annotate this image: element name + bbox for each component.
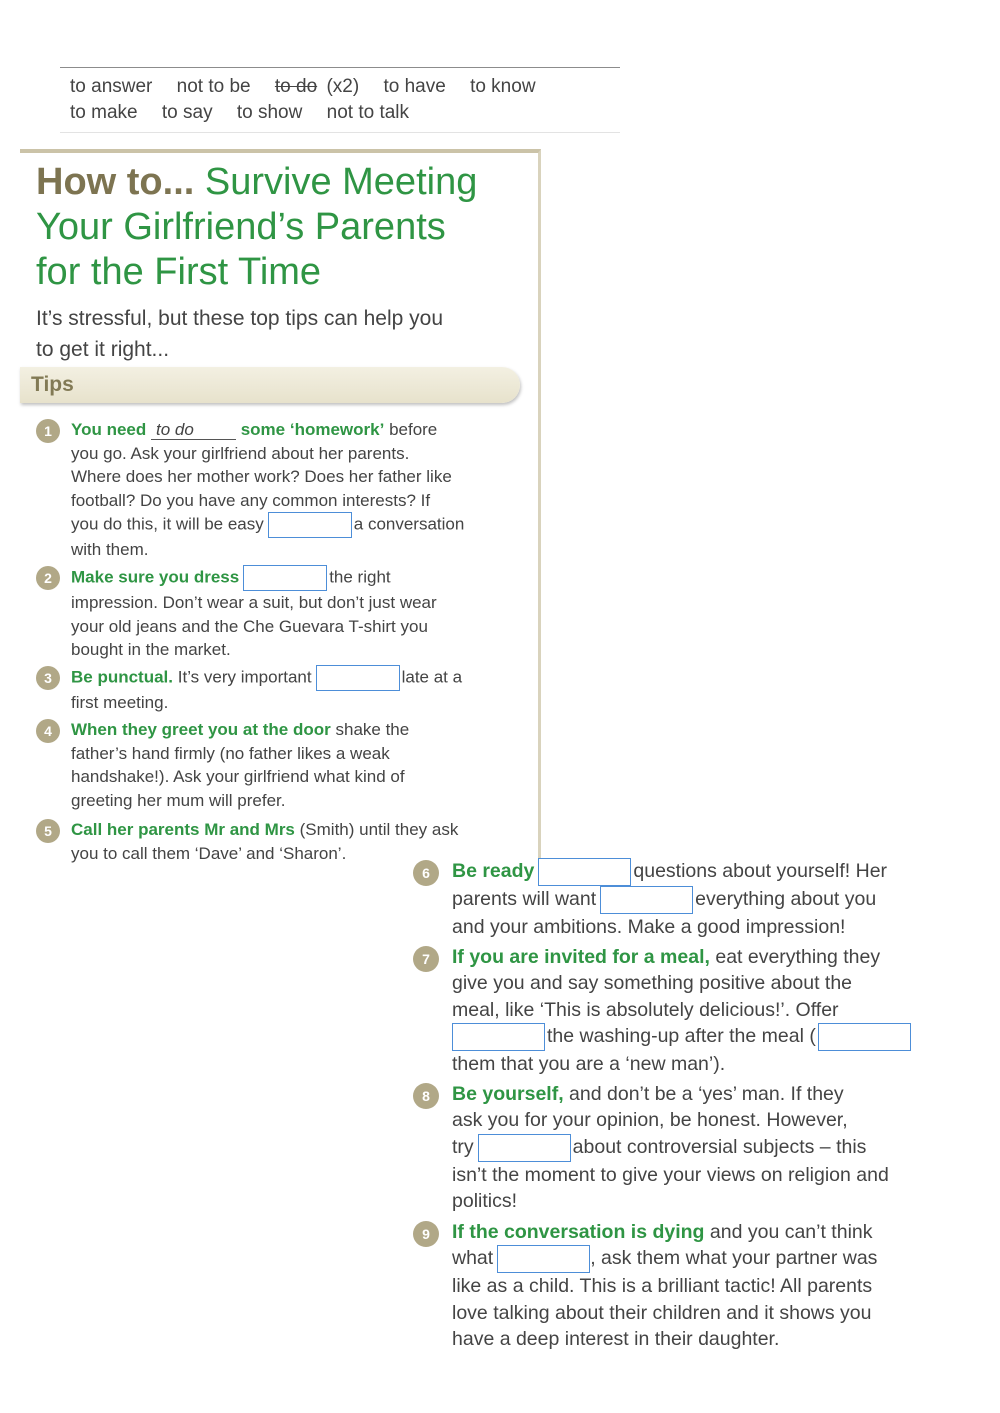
tip-lead-continued: some ‘homework’ — [240, 420, 385, 439]
tip-text: your old jeans and the Che Guevara T-shirt you — [71, 616, 428, 636]
tip-lead: When they greet you at the door — [71, 720, 331, 739]
tip-text: isn’t the moment to give your views on religion and — [452, 1163, 889, 1186]
answer-blank-2[interactable] — [243, 565, 327, 591]
tip-text: a conversation — [353, 514, 465, 534]
tip-lead: Be ready — [452, 860, 535, 883]
tip-text: parents will want — [452, 888, 597, 911]
word-bank-item: to know — [470, 76, 536, 97]
tip-text: late at a — [401, 667, 463, 687]
tip-lead: Make sure you dress — [71, 567, 240, 587]
tip-text: eat everything they — [715, 946, 881, 968]
tip-number-badge: 8 — [413, 1083, 439, 1109]
tip-text: with them. — [71, 540, 149, 559]
answer-blank-9[interactable] — [497, 1245, 590, 1273]
word-bank-row-1 — [70, 76, 555, 98]
tip-text: first meeting. — [71, 693, 169, 712]
tip-text: questions about yourself! Her — [633, 860, 888, 883]
subtitle — [36, 303, 516, 365]
tip-lead: If you are invited for a meal, — [452, 946, 710, 968]
word-bank-item: to answer — [70, 76, 153, 97]
tip-text: football? Do you have any common interests? If — [71, 490, 431, 510]
tip-text: impression. Don’t wear a suit, but don’t just wear — [71, 593, 437, 612]
tip-text: politics! — [452, 1189, 518, 1212]
tip-text: bought in the market. — [71, 640, 231, 659]
tip-text: and you can’t think — [709, 1221, 873, 1243]
tip-lead: You need — [71, 420, 147, 439]
word-bank-item: not to talk — [326, 102, 410, 123]
tip-text: about controversial subjects – this — [572, 1135, 867, 1158]
subtitle-line-1: It’s stressful, but these top tips can help you — [36, 307, 444, 330]
word-bank-item: not to be — [176, 76, 251, 97]
word-bank-row-2 — [70, 102, 428, 124]
tip-text: love talking about their children and it shows you — [452, 1301, 872, 1324]
tip-number-badge: 4 — [36, 719, 60, 743]
word-bank-item-used: to do — [274, 76, 318, 97]
tip-text: the washing-up after the meal ( — [547, 1025, 816, 1048]
tip-text: handshake!). Ask your girlfriend what kind of — [71, 767, 405, 786]
tip-number-badge: 2 — [36, 566, 60, 590]
tip-text: them that you are a ‘new man’). — [452, 1052, 726, 1075]
tip-number-badge: 7 — [413, 946, 439, 972]
answer-blank-6[interactable] — [452, 1023, 545, 1051]
answer-blank-8[interactable] — [478, 1134, 571, 1162]
tip-text: like as a child. This is a brilliant tactic! All parents — [452, 1275, 873, 1298]
tip-lead: Be punctual. — [71, 667, 174, 687]
tip-text: shake the — [335, 720, 410, 739]
tip-number-badge: 9 — [413, 1221, 439, 1247]
tip-text: It’s very important — [177, 667, 312, 687]
tip-text: everything about you — [695, 888, 877, 911]
answer-blank-1[interactable] — [268, 512, 352, 538]
tip-text: meal, like ‘This is absolutely delicious!’. Offer — [452, 998, 839, 1021]
tip-text: father’s hand firmly (no father likes a weak — [71, 743, 390, 763]
tip-number-badge: 6 — [413, 860, 439, 886]
title-line-3: for the First Time — [36, 251, 322, 293]
tips-heading: Tips — [31, 373, 74, 396]
tip-text: ask you for your opinion, be honest. However, — [452, 1109, 848, 1132]
tips-heading-bar — [20, 367, 520, 403]
tip-text: you do this, it will be easy — [71, 514, 264, 534]
tip-lead: Call her parents Mr and Mrs — [71, 820, 295, 839]
title-line-2: Your Girlfriend’s Parents — [36, 206, 446, 248]
tip-text: have a deep interest in their daughter. — [452, 1327, 780, 1350]
subtitle-line-2: to get it right... — [36, 338, 170, 361]
tip-number-badge: 1 — [36, 419, 60, 443]
tip-number-badge: 5 — [36, 819, 60, 843]
tip-lead: If the conversation is dying — [452, 1221, 705, 1243]
tip-text: the right — [329, 567, 391, 587]
title-lead: How to... — [36, 161, 195, 203]
tip-text: give you and say something positive about the — [452, 972, 853, 995]
tip-text: (Smith) until they ask — [299, 820, 459, 839]
word-bank-item: to make — [70, 102, 138, 123]
tip-text: you go. Ask your girlfriend about her parents. — [71, 443, 410, 463]
word-bank-item: to say — [161, 102, 213, 123]
tip-text: , ask them what your partner was — [590, 1247, 878, 1270]
word-bank-count: (x2) — [326, 76, 360, 97]
tip-text: before — [389, 420, 438, 439]
tip-lead: Be yourself, — [452, 1083, 564, 1105]
tip-text: and your ambitions. Make a good impression! — [452, 916, 846, 938]
tip-text: you to call them ‘Dave’ and ‘Sharon’. — [71, 843, 347, 863]
answer-blank-4[interactable] — [538, 858, 631, 886]
answer-blank-5[interactable] — [600, 886, 693, 914]
tip-text: greeting her mum will prefer. — [71, 790, 286, 810]
answer-blank-3[interactable] — [316, 665, 400, 691]
answer-blank-7[interactable] — [818, 1023, 911, 1051]
page-title — [36, 160, 536, 295]
tip-text: and don’t be a ‘yes’ man. If they — [569, 1083, 844, 1105]
word-bank-item: to show — [236, 102, 303, 123]
word-bank — [60, 67, 620, 133]
tip-number-badge: 3 — [36, 666, 60, 690]
tip-text: what — [452, 1247, 494, 1270]
tip-text: try — [452, 1135, 474, 1158]
title-line-1: Survive Meeting — [204, 161, 478, 203]
example-answer: to do — [151, 421, 236, 440]
tip-text: Where does her mother work? Does her father like — [71, 467, 452, 486]
word-bank-item: to have — [383, 76, 446, 97]
